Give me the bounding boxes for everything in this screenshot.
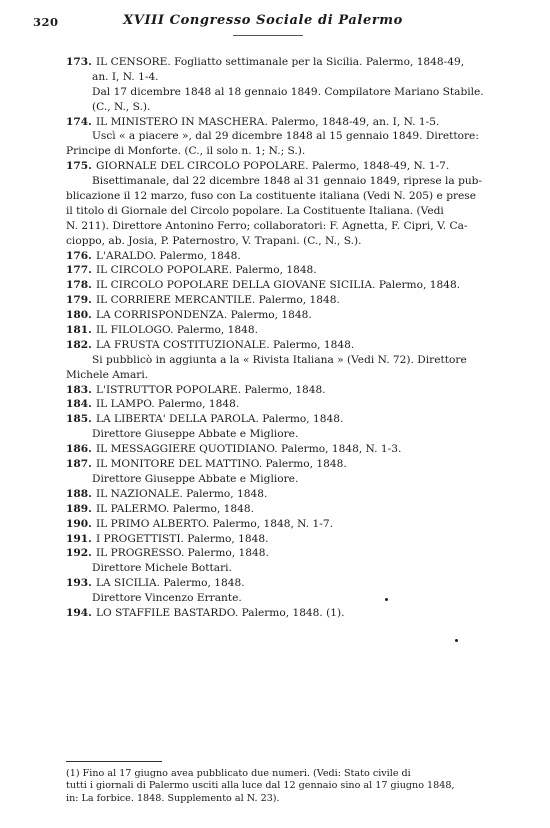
entry-continuation-line: il titolo di Giornale del Circolo popolare. La Costituente Italiana. (Vedi: [66, 204, 444, 217]
entry-note-line: Dal 17 dicembre 1848 al 18 gennaio 1849. Compilatore Mariano Stabile.: [92, 85, 484, 98]
entry-number: 180.: [66, 309, 92, 322]
entry-line: [66, 502, 526, 517]
entry-line: [66, 412, 526, 427]
entry-note-line: Uscì « a piacere », dal 29 dicembre 1848 al 15 gennaio 1849. Direttore:: [92, 130, 479, 143]
footnote-line: in: La forbice. 1848. Supplemento al N. 23).: [66, 792, 280, 804]
entry-line: [66, 55, 526, 70]
entry-number: 176.: [66, 249, 92, 262]
page-number: 320: [33, 15, 59, 29]
footnote-rule: [66, 761, 162, 762]
entry-note-line: Direttore Michele Bottari.: [92, 562, 232, 575]
entry-line: [66, 323, 526, 338]
entry-number: 183.: [66, 383, 92, 396]
entry-number: 179.: [66, 294, 92, 307]
entry-line: [66, 532, 526, 547]
entry-title: LA FRUSTA COSTITUZIONALE. Palermo, 1848.: [96, 338, 355, 351]
entry-number: 181.: [66, 324, 92, 337]
entry-number: 182.: [66, 338, 92, 351]
entry-number: 184.: [66, 398, 92, 411]
entry-note-line: Bisettimanale, dal 22 dicembre 1848 al 31 gennaio 1849, riprese la pub-: [92, 175, 483, 188]
entry-line: [66, 159, 526, 174]
entry-continuation-line: blicazione il 12 marzo, fuso con La costituente italiana (Vedi N. 205) e prese: [66, 190, 477, 203]
entry-title: IL MINISTERO IN MASCHERA. Palermo, 1848-49, an. I, N. 1-5.: [96, 115, 440, 128]
entry-note-line: Si pubblicò in aggiunta a la « Rivista Italiana » (Vedi N. 72). Direttore: [92, 353, 467, 366]
entry-number: 177.: [66, 264, 92, 277]
entry-title: IL MESSAGGIERE QUOTIDIANO. Palermo, 1848, N. 1-3.: [96, 443, 402, 456]
entry-continuation-line: Michele Amari.: [66, 368, 149, 381]
entry-line: [66, 293, 526, 308]
entry-line: [66, 249, 526, 264]
entry-line: [66, 457, 526, 472]
entry-list: [66, 55, 526, 621]
entry-title: IL PALERMO. Palermo, 1848.: [96, 502, 254, 515]
entry-number: 188.: [66, 487, 92, 500]
footnote: [66, 768, 530, 805]
entry-line: [66, 115, 526, 130]
entry-line: [66, 383, 526, 398]
entry-number: 178.: [66, 279, 92, 292]
entry-title: GIORNALE DEL CIRCOLO POPOLARE. Palermo, 1848-49, N. 1-7.: [96, 160, 450, 173]
entry-line: [66, 308, 526, 323]
entry-title: IL LAMPO. Palermo, 1848.: [96, 398, 240, 411]
entry-title: L'ISTRUTTOR POPOLARE. Palermo, 1848.: [96, 383, 326, 396]
entry-title: LO STAFFILE BASTARDO. Palermo, 1848. (1).: [96, 606, 345, 619]
entry-note-line: Direttore Giuseppe Abbate e Migliore.: [92, 428, 299, 441]
entry-number: 185.: [66, 413, 92, 426]
entry-number: 194.: [66, 606, 92, 619]
entry-title: L'ARALDO. Palermo, 1848.: [96, 249, 241, 262]
entry-line: [66, 606, 526, 621]
print-speck: [385, 598, 388, 601]
entry-number: 186.: [66, 443, 92, 456]
entry-number: 193.: [66, 577, 92, 590]
entry-title: IL FILOLOGO. Palermo, 1848.: [96, 324, 258, 337]
entry-line: [66, 263, 526, 278]
entry-title: IL PRIMO ALBERTO. Palermo, 1848, N. 1-7.: [96, 517, 333, 530]
entry-title: IL MONITORE DEL MATTINO. Palermo, 1848.: [96, 458, 347, 471]
footnote-line: tutti i giornali di Palermo usciti alla luce dal 12 gennaio sino al 17 giugno 1848,: [66, 780, 455, 792]
entry-continuation-line: Principe di Monforte. (C., il solo n. 1; N.; S.).: [66, 145, 306, 158]
entry-note-line: an. I, N. 1-4.: [92, 70, 159, 83]
entry-title: LA SICILIA. Palermo, 1848.: [96, 577, 245, 590]
entry-line: [66, 338, 526, 353]
header-rule: [233, 35, 303, 36]
entry-number: 189.: [66, 502, 92, 515]
entry-line: [66, 576, 526, 591]
entry-line: [66, 487, 526, 502]
entry-line: [66, 546, 526, 561]
entry-title: LA LIBERTA' DELLA PAROLA. Palermo, 1848.: [96, 413, 344, 426]
entry-line: [66, 517, 526, 532]
entry-title: I PROGETTISTI. Palermo, 1848.: [96, 532, 269, 545]
entry-title: IL CIRCOLO POPOLARE DELLA GIOVANE SICILIA. Palermo, 1848.: [96, 279, 461, 292]
entry-title: IL CIRCOLO POPOLARE. Palermo, 1848.: [96, 264, 317, 277]
entry-title: IL PROGRESSO. Palermo, 1848.: [96, 547, 269, 560]
entry-number: 187.: [66, 458, 92, 471]
entry-title: LA CORRISPONDENZA. Palermo, 1848.: [96, 309, 312, 322]
entry-line: [66, 278, 526, 293]
entry-number: 192.: [66, 547, 92, 560]
footnote-line: (1) Fino al 17 giugno avea pubblicato due numeri. (Vedi: Stato civile di: [66, 768, 411, 779]
entry-continuation-line: N. 211). Direttore Antonino Ferro; collaboratori: F. Agnetta, F. Cipri, V. Ca-: [66, 219, 468, 232]
entry-number: 174.: [66, 115, 92, 128]
entry-line: [66, 397, 526, 412]
entry-line: [66, 442, 526, 457]
entry-title: IL CENSORE. Fogliatto settimanale per la Sicilia. Palermo, 1848-49,: [96, 56, 465, 68]
entry-continuation-line: cioppo, ab. Josia, P. Paternostro, V. Trapani. (C., N., S.).: [66, 234, 362, 247]
print-speck: [455, 639, 458, 642]
page-header: [33, 15, 533, 31]
entry-note-line: (C., N., S.).: [92, 100, 151, 113]
entry-note-line: Direttore Vincenzo Errante.: [92, 592, 242, 605]
entry-note-line: Direttore Giuseppe Abbate e Migliore.: [92, 472, 299, 485]
entry-title: IL NAZIONALE. Palermo, 1848.: [96, 487, 268, 500]
entry-title: IL CORRIERE MERCANTILE. Palermo, 1848.: [96, 294, 340, 307]
entry-number: 173.: [66, 56, 92, 68]
running-title: XVIII Congresso Sociale di Palermo: [123, 13, 403, 28]
entry-number: 175.: [66, 160, 92, 173]
entry-number: 191.: [66, 532, 92, 545]
entry-number: 190.: [66, 517, 92, 530]
